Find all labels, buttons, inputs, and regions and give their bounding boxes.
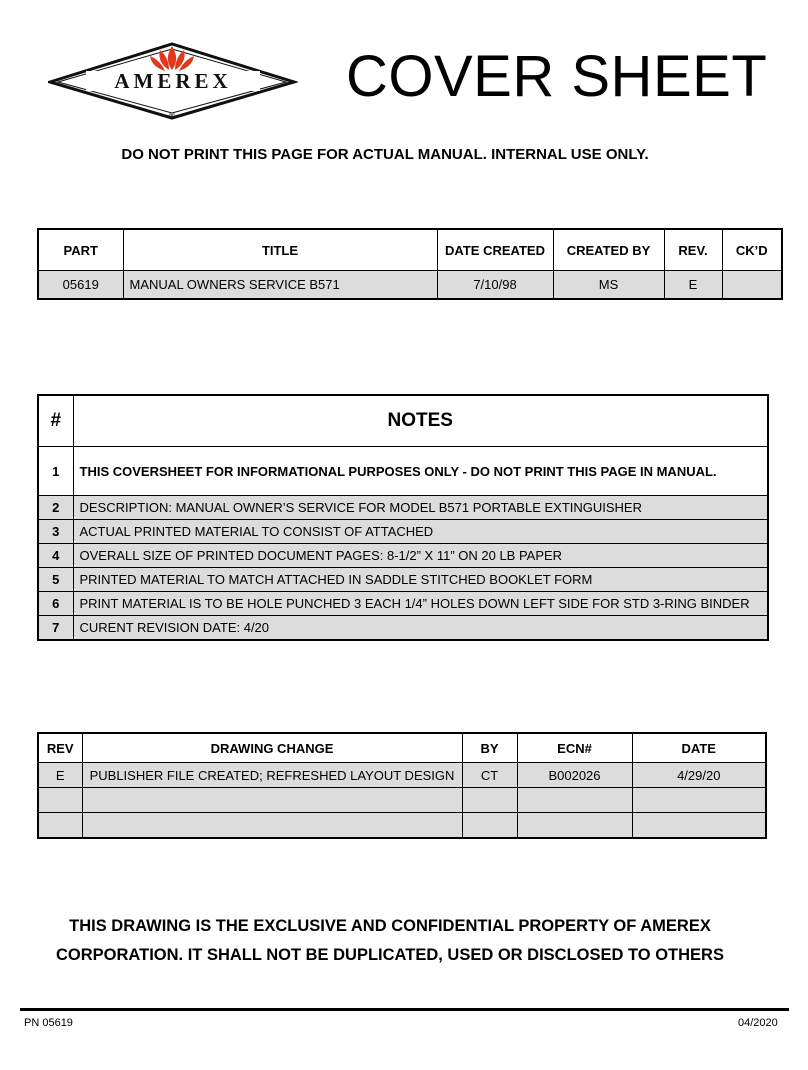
column-header: DRAWING CHANGE: [82, 733, 462, 763]
footer-divider: [20, 1008, 789, 1011]
table-header-row: [38, 733, 766, 763]
by-cell: [462, 813, 517, 839]
rev-cell: E: [664, 271, 722, 300]
table-row: [38, 616, 768, 641]
table-row: [38, 447, 768, 496]
column-header: REV.: [664, 229, 722, 271]
column-header: NOTES: [73, 395, 768, 447]
table-row: [38, 763, 766, 788]
ecn-cell: [517, 813, 632, 839]
table-row: [38, 813, 766, 839]
column-header: DATE: [632, 733, 766, 763]
note-text: THIS COVERSHEET FOR INFORMATIONAL PURPOSES ONLY - DO NOT PRINT THIS PAGE IN MANUAL.: [73, 447, 768, 496]
note-number: 1: [38, 447, 73, 496]
note-text: CURENT REVISION DATE: 4/20: [73, 616, 768, 641]
drawing-change-cell: [82, 813, 462, 839]
note-number: 6: [38, 592, 73, 616]
amerex-logo: [48, 38, 298, 124]
date-cell: [632, 788, 766, 813]
table-row: [38, 496, 768, 520]
revision-table: [37, 732, 767, 839]
note-text: DESCRIPTION: MANUAL OWNER’S SERVICE FOR MODEL B571 PORTABLE EXTINGUISHER: [73, 496, 768, 520]
table-header-row: [38, 395, 768, 447]
note-number: 2: [38, 496, 73, 520]
checked-cell: [722, 271, 782, 300]
date-cell: [632, 813, 766, 839]
logo-wordmark: AMEREX: [114, 69, 232, 93]
rev-cell: [38, 813, 82, 839]
table-row: [38, 544, 768, 568]
rev-cell: E: [38, 763, 82, 788]
column-header: DATE CREATED: [437, 229, 553, 271]
note-number: 5: [38, 568, 73, 592]
confidentiality-notice: [0, 912, 780, 970]
by-cell: [462, 788, 517, 813]
note-text: PRINT MATERIAL IS TO BE HOLE PUNCHED 3 EACH 1/4” HOLES DOWN LEFT SIDE FOR STD 3-RING BINDER: [73, 592, 768, 616]
footer-date: 04/2020: [738, 1017, 778, 1029]
footer-part-number: PN 05619: [24, 1017, 73, 1029]
registered-mark: ®: [168, 111, 176, 121]
confidentiality-line-2: CORPORATION. IT SHALL NOT BE DUPLICATED, USED OR DISCLOSED TO OTHERS: [56, 946, 724, 964]
column-header: #: [38, 395, 73, 447]
title-cell: MANUAL OWNERS SERVICE B571: [123, 271, 437, 300]
date-cell: 4/29/20: [632, 763, 766, 788]
note-number: 7: [38, 616, 73, 641]
rev-cell: [38, 788, 82, 813]
part-number-cell: 05619: [38, 271, 123, 300]
part-info-table: [37, 228, 783, 300]
note-text: ACTUAL PRINTED MATERIAL TO CONSIST OF ATTACHED: [73, 520, 768, 544]
column-header: ECN#: [517, 733, 632, 763]
drawing-change-cell: [82, 788, 462, 813]
notes-table: [37, 394, 769, 641]
note-text: OVERALL SIZE OF PRINTED DOCUMENT PAGES: 8-1/2” X 11” ON 20 LB PAPER: [73, 544, 768, 568]
note-number: 3: [38, 520, 73, 544]
note-number: 4: [38, 544, 73, 568]
table-row: [38, 568, 768, 592]
ecn-cell: B002026: [517, 763, 632, 788]
column-header: PART: [38, 229, 123, 271]
table-row: [38, 271, 782, 300]
column-header: CREATED BY: [553, 229, 664, 271]
column-header: REV: [38, 733, 82, 763]
page-title: COVER SHEET: [346, 44, 768, 109]
drawing-change-cell: PUBLISHER FILE CREATED; REFRESHED LAYOUT DESIGN: [82, 763, 462, 788]
table-header-row: [38, 229, 782, 271]
table-row: [38, 788, 766, 813]
table-row: [38, 592, 768, 616]
confidentiality-line-1: THIS DRAWING IS THE EXCLUSIVE AND CONFIDENTIAL PROPERTY OF AMEREX: [69, 917, 711, 935]
internal-use-warning: DO NOT PRINT THIS PAGE FOR ACTUAL MANUAL. INTERNAL USE ONLY.: [121, 146, 649, 163]
ecn-cell: [517, 788, 632, 813]
created-by-cell: MS: [553, 271, 664, 300]
by-cell: CT: [462, 763, 517, 788]
date-created-cell: 7/10/98: [437, 271, 553, 300]
column-header: BY: [462, 733, 517, 763]
table-row: [38, 520, 768, 544]
column-header: TITLE: [123, 229, 437, 271]
amerex-logo-graphic: [48, 38, 298, 124]
note-text: PRINTED MATERIAL TO MATCH ATTACHED IN SADDLE STITCHED BOOKLET FORM: [73, 568, 768, 592]
column-header: CK’D: [722, 229, 782, 271]
